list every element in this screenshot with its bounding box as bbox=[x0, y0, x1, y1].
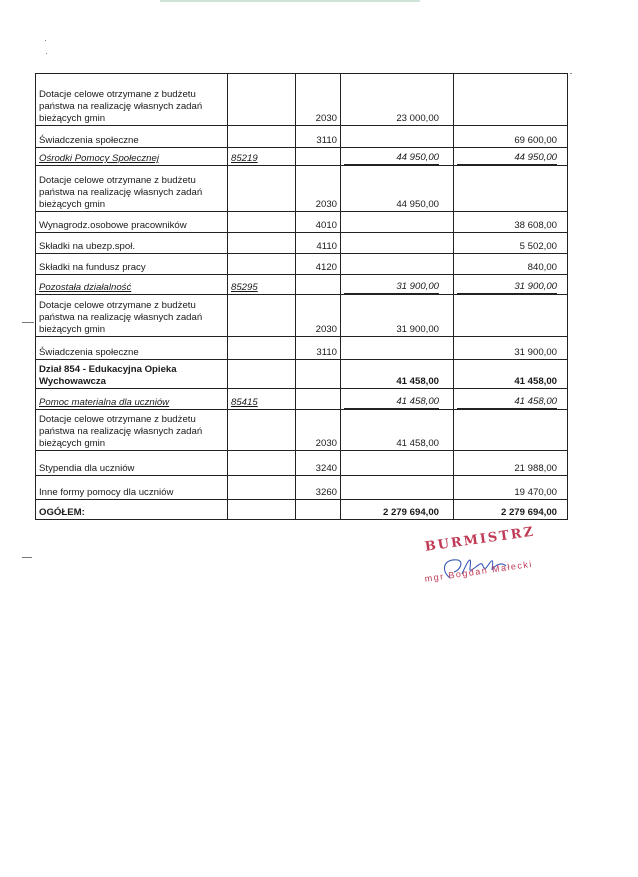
row-exec-amount bbox=[454, 360, 568, 389]
row-plan-amount bbox=[341, 295, 454, 337]
row-name bbox=[36, 410, 228, 451]
row-name-text: Świadczenia społeczne bbox=[39, 135, 139, 146]
row-plan-amount-text: 41 458,00 bbox=[396, 438, 439, 449]
table-row bbox=[36, 166, 568, 212]
row-exec-amount-text: 5 502,00 bbox=[519, 241, 557, 252]
row-plan-amount bbox=[341, 476, 454, 500]
row-name bbox=[36, 233, 228, 254]
row-name bbox=[36, 360, 228, 389]
row-section bbox=[228, 295, 296, 337]
row-name bbox=[36, 126, 228, 148]
row-name-text: OGÓŁEM: bbox=[39, 507, 85, 518]
row-code bbox=[296, 275, 341, 295]
row-code bbox=[296, 337, 341, 360]
row-code-text: 2030 bbox=[315, 199, 337, 210]
row-name-text: Stypendia dla uczniów bbox=[39, 463, 135, 474]
row-section bbox=[228, 500, 296, 520]
row-name bbox=[36, 74, 228, 126]
stamp-title: BURMISTRZ bbox=[424, 524, 536, 555]
row-exec-amount bbox=[454, 389, 568, 410]
row-section bbox=[228, 166, 296, 212]
row-plan-amount-text: 41 458,00 bbox=[344, 396, 439, 409]
row-name bbox=[36, 389, 228, 410]
row-plan-amount-text: 23 000,00 bbox=[396, 113, 439, 124]
row-section-text: 85219 bbox=[231, 153, 258, 164]
row-section bbox=[228, 410, 296, 451]
row-code bbox=[296, 410, 341, 451]
row-plan-amount-text: 44 950,00 bbox=[396, 199, 439, 210]
row-code bbox=[296, 166, 341, 212]
row-exec-amount bbox=[454, 500, 568, 520]
row-code bbox=[296, 254, 341, 275]
row-plan-amount bbox=[341, 254, 454, 275]
row-code-text: 3260 bbox=[315, 487, 337, 498]
row-name bbox=[36, 275, 228, 295]
row-code bbox=[296, 295, 341, 337]
row-exec-amount bbox=[454, 233, 568, 254]
scan-edge-mark bbox=[160, 0, 420, 2]
row-name bbox=[36, 148, 228, 166]
row-exec-amount bbox=[454, 451, 568, 476]
table-row bbox=[36, 212, 568, 233]
mayor-stamp bbox=[410, 524, 550, 610]
row-name-text: Dotacje celowe otrzymane z budżetu państwa na realizację własnych zadań bieżących gmin bbox=[39, 414, 203, 449]
row-section bbox=[228, 337, 296, 360]
row-code bbox=[296, 476, 341, 500]
row-exec-amount bbox=[454, 476, 568, 500]
table-row bbox=[36, 389, 568, 410]
row-code-text: 3110 bbox=[316, 347, 337, 358]
row-name bbox=[36, 451, 228, 476]
table-row bbox=[36, 148, 568, 166]
row-section-text: 85295 bbox=[231, 282, 258, 293]
row-exec-amount bbox=[454, 212, 568, 233]
scan-speck bbox=[46, 53, 47, 54]
row-exec-amount-text: 840,00 bbox=[527, 262, 557, 273]
row-exec-amount bbox=[454, 410, 568, 451]
row-section bbox=[228, 233, 296, 254]
scan-speck bbox=[22, 557, 32, 558]
row-code bbox=[296, 451, 341, 476]
row-name-text: Pozostała działalność bbox=[39, 282, 132, 293]
row-exec-amount bbox=[454, 126, 568, 148]
table-row bbox=[36, 275, 568, 295]
row-section bbox=[228, 275, 296, 295]
row-section bbox=[228, 148, 296, 166]
row-section bbox=[228, 389, 296, 410]
row-plan-amount bbox=[341, 451, 454, 476]
table-row bbox=[36, 410, 568, 451]
row-name-text: Składki na ubezp.społ. bbox=[39, 241, 135, 252]
scan-speck bbox=[22, 322, 34, 323]
row-plan-amount-text: 44 950,00 bbox=[344, 152, 439, 165]
budget-table bbox=[35, 73, 568, 520]
row-plan-amount bbox=[341, 74, 454, 126]
row-code bbox=[296, 389, 341, 410]
row-exec-amount-text: 2 279 694,00 bbox=[500, 507, 557, 518]
row-name bbox=[36, 212, 228, 233]
row-code bbox=[296, 360, 341, 389]
row-exec-amount bbox=[454, 295, 568, 337]
row-name-text: Dotacje celowe otrzymane z budżetu państwa na realizację własnych zadań bieżących gmin bbox=[39, 175, 203, 210]
table-row bbox=[36, 254, 568, 275]
row-exec-amount-text: 41 458,00 bbox=[457, 396, 557, 409]
row-exec-amount-text: 31 900,00 bbox=[514, 347, 557, 358]
table-row bbox=[36, 500, 568, 520]
row-plan-amount-text: 31 900,00 bbox=[344, 281, 439, 294]
row-section bbox=[228, 360, 296, 389]
row-code bbox=[296, 74, 341, 126]
row-plan-amount bbox=[341, 126, 454, 148]
table-row bbox=[36, 126, 568, 148]
row-plan-amount bbox=[341, 212, 454, 233]
row-code-text: 4010 bbox=[315, 220, 337, 231]
row-code-text: 2030 bbox=[315, 324, 337, 335]
stamp-name: mgr Bogdan Małecki bbox=[424, 558, 534, 584]
row-name-text: Świadczenia społeczne bbox=[39, 347, 139, 358]
row-code-text: 4110 bbox=[316, 241, 337, 252]
row-plan-amount bbox=[341, 389, 454, 410]
row-name-text: Pomoc materialna dla uczniów bbox=[39, 397, 170, 408]
row-exec-amount bbox=[454, 166, 568, 212]
row-exec-amount bbox=[454, 275, 568, 295]
row-name bbox=[36, 254, 228, 275]
row-name bbox=[36, 295, 228, 337]
row-code-text: 4120 bbox=[315, 262, 337, 273]
row-name-text: Inne formy pomocy dla uczniów bbox=[39, 487, 174, 498]
table-row bbox=[36, 476, 568, 500]
row-code-text: 3240 bbox=[315, 463, 337, 474]
row-name bbox=[36, 166, 228, 212]
table-row bbox=[36, 451, 568, 476]
row-plan-amount bbox=[341, 410, 454, 451]
row-exec-amount-text: 44 950,00 bbox=[457, 152, 557, 165]
row-exec-amount-text: 19 470,00 bbox=[514, 487, 557, 498]
row-plan-amount bbox=[341, 275, 454, 295]
row-code bbox=[296, 126, 341, 148]
row-plan-amount bbox=[341, 337, 454, 360]
row-exec-amount-text: 38 608,00 bbox=[514, 220, 557, 231]
row-code bbox=[296, 212, 341, 233]
row-name-text: Dotacje celowe otrzymane z budżetu państwa na realizację własnych zadań bieżących gmin bbox=[39, 300, 203, 335]
row-exec-amount bbox=[454, 74, 568, 126]
row-section bbox=[228, 126, 296, 148]
row-name-text: Składki na fundusz pracy bbox=[39, 262, 146, 273]
row-section bbox=[228, 476, 296, 500]
row-plan-amount-text: 41 458,00 bbox=[396, 376, 439, 387]
row-name-text: Ośrodki Pomocy Społecznej bbox=[39, 153, 159, 164]
table-row bbox=[36, 233, 568, 254]
table-row bbox=[36, 360, 568, 389]
row-name bbox=[36, 476, 228, 500]
row-exec-amount bbox=[454, 337, 568, 360]
row-exec-amount-text: 21 988,00 bbox=[514, 463, 557, 474]
row-code-text: 3110 bbox=[316, 135, 337, 146]
row-exec-amount-text: 41 458,00 bbox=[514, 376, 557, 387]
row-section bbox=[228, 212, 296, 233]
row-code bbox=[296, 500, 341, 520]
row-exec-amount bbox=[454, 254, 568, 275]
row-name-text: Dział 854 - Edukacyjna Opieka Wychowawcza bbox=[39, 364, 177, 387]
row-code-text: 2030 bbox=[315, 438, 337, 449]
row-code-text: 2030 bbox=[315, 113, 337, 124]
row-exec-amount-text: 69 600,00 bbox=[514, 135, 557, 146]
row-plan-amount-text: 2 279 694,00 bbox=[382, 507, 439, 518]
row-name bbox=[36, 500, 228, 520]
row-code bbox=[296, 233, 341, 254]
row-section bbox=[228, 254, 296, 275]
row-plan-amount bbox=[341, 360, 454, 389]
row-section bbox=[228, 451, 296, 476]
row-plan-amount bbox=[341, 148, 454, 166]
row-exec-amount-text: 31 900,00 bbox=[457, 281, 557, 294]
row-plan-amount bbox=[341, 166, 454, 212]
row-name-text: Dotacje celowe otrzymane z budżetu państwa na realizację własnych zadań bieżących gmin bbox=[39, 89, 203, 124]
row-name-text: Wynagrodz.osobowe pracowników bbox=[39, 220, 187, 231]
row-plan-amount bbox=[341, 500, 454, 520]
row-exec-amount bbox=[454, 148, 568, 166]
row-section bbox=[228, 74, 296, 126]
row-code bbox=[296, 148, 341, 166]
row-plan-amount-text: 31 900,00 bbox=[396, 324, 439, 335]
row-section-text: 85415 bbox=[231, 397, 258, 408]
row-name bbox=[36, 337, 228, 360]
table-row bbox=[36, 74, 568, 126]
table-row bbox=[36, 337, 568, 360]
scan-speck bbox=[570, 73, 572, 74]
table-row bbox=[36, 295, 568, 337]
row-plan-amount bbox=[341, 233, 454, 254]
scan-speck bbox=[45, 40, 46, 41]
